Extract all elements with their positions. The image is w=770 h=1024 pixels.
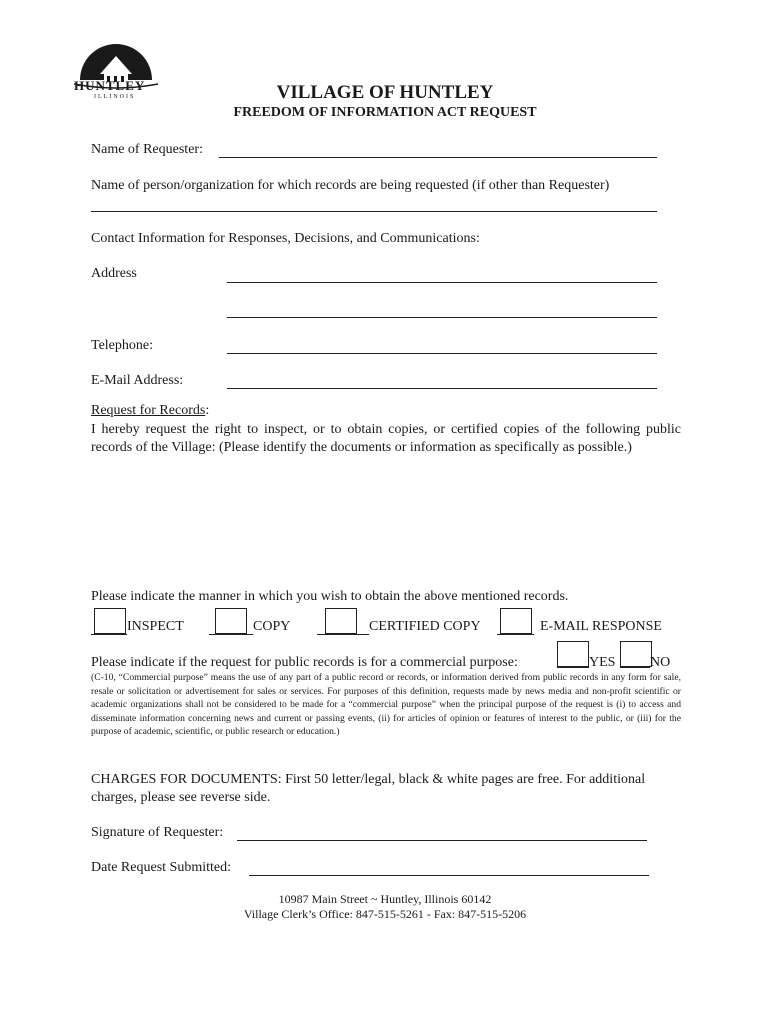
address-field-line-2[interactable] [227,317,657,318]
request-details-area[interactable] [91,480,681,580]
signature-label: Signature of Requester: [91,825,224,840]
signature-field[interactable] [237,840,647,841]
commercial-yes-label: YES [589,655,616,670]
telephone-field[interactable] [227,353,657,354]
request-body: I hereby request the right to inspect, or to obtain copies, or certified copies of the following public records of the Village: (Please identify the documents or information as specifically as possible.) [91,422,681,455]
certified-copy-underline [317,634,369,635]
requester-label: Name of Requester: [91,142,203,157]
manner-prompt: Please indicate the manner in which you wish to obtain the above mentioned records. [91,589,569,604]
commercial-no-underline [620,667,650,668]
date-label: Date Request Submitted: [91,860,231,875]
request-heading-colon: : [205,403,210,418]
date-field[interactable] [249,875,649,876]
email-response-checkbox[interactable] [500,608,532,634]
contact-label: Contact Information for Responses, Decisions, and Communications: [91,231,480,246]
inspect-label: INSPECT [127,619,184,634]
email-response-label: E-MAIL RESPONSE [540,619,662,634]
page-subtitle: FREEDOM OF INFORMATION ACT REQUEST [233,105,537,120]
commercial-no-label: NO [650,655,671,670]
request-heading-text: Request for Records [91,403,206,418]
commercial-definition: (C-10, “Commercial purpose” means the use of any part of a public record or records, or information derived from public records in any form for sale, resale or solicitation or advertisement for sales or services. For purposes of this definition, requests made by news media and non-profit scientific or academic organizations shall not be considered to be made for a “commercial purpose” when the principal purpose of the request is (i) to access and disseminate information concerning news and current or passing events, (ii) for articles of opinion or features of interest to the public, or (iii) for the purpose of academic, scientific, or public research or education.) [91,672,681,738]
commercial-yes-checkbox[interactable] [557,641,589,667]
request-heading [91,403,209,419]
inspect-checkbox[interactable] [94,608,126,634]
telephone-label: Telephone: [91,338,153,353]
copy-underline [209,634,253,635]
copy-checkbox[interactable] [215,608,247,634]
copy-label: COPY [253,619,291,634]
email-label: E-Mail Address: [91,373,184,388]
address-field-line-1[interactable] [227,282,657,283]
email-response-underline [497,634,534,635]
organization-field[interactable] [91,211,657,212]
certified-copy-label: CERTIFIED COPY [369,619,481,634]
organization-label: Name of person/organization for which records are being requested (if other than Requester) [91,178,610,193]
footer-address: 10987 Main Street ~ Huntley, Illinois 60142 [278,892,492,906]
inspect-underline [91,634,127,635]
logo-text: HUNTLEY [74,78,146,93]
page-title: VILLAGE OF HUNTLEY [276,82,494,103]
commercial-yes-underline [557,667,589,668]
footer-contact: Village Clerk’s Office: 847-515-5261 - Fax: 847-515-5206 [243,907,527,921]
logo-subtext: ILLINOIS [94,94,136,100]
commercial-prompt: Please indicate if the request for public records is for a commercial purpose: [91,655,518,670]
certified-copy-checkbox[interactable] [325,608,357,634]
requester-field[interactable] [219,157,657,158]
commercial-no-checkbox[interactable] [620,641,652,667]
address-label: Address [91,266,137,281]
charges-text: CHARGES FOR DOCUMENTS: First 50 letter/legal, black & white pages are free. For additional charges, please see reverse side. [91,772,646,805]
email-field[interactable] [227,388,657,389]
